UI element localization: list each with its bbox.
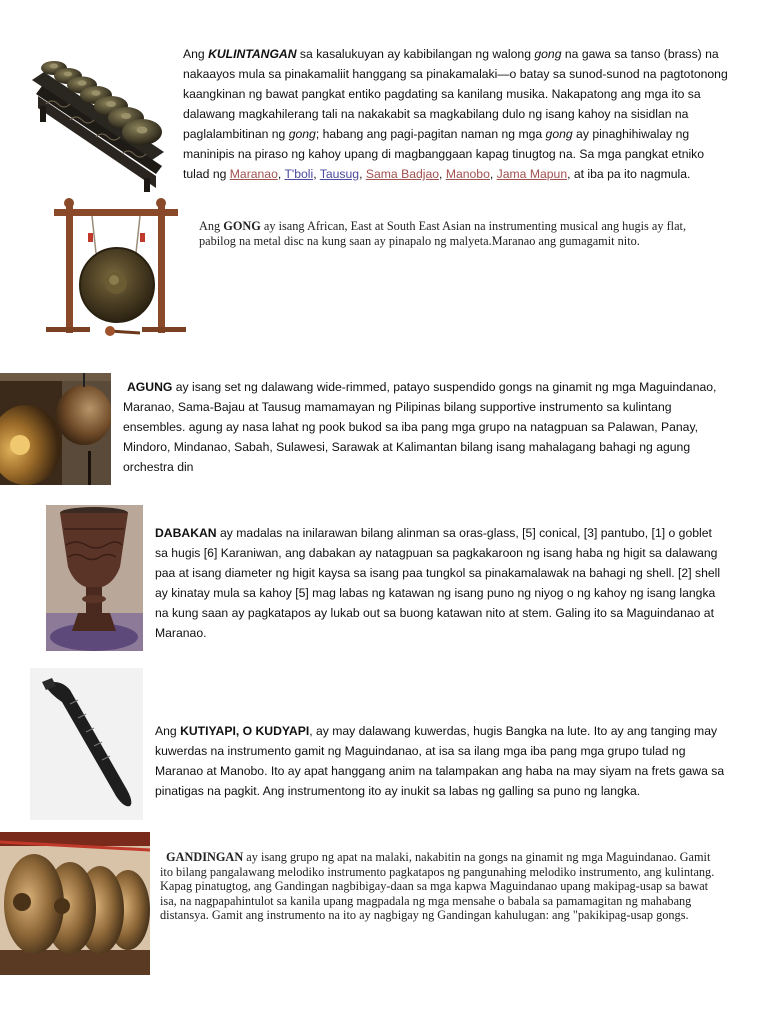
gong-term: GONG xyxy=(223,219,261,233)
link-tboli[interactable]: T'boli xyxy=(284,167,314,181)
dabakan-description: DABAKAN ay madalas na inilarawan bilang alinman sa oras-glass, [5] conical, [3] pantubo, [1] o goblet sa hugis [6] Karaniwan, ang dabakan ay natagpuan sa pagkakaroon ng isang haba ng higit sa dalawang paa at isang diameter ng higit kaysa sa isang paa tungkol sa pinakamalawak na bahagi ng shell. [2] shell ay kinatay mula sa kahoy [5] mag labas ng katawan ng isang puno ng niyog o ng kahoy ng isang langka na kung saan ay pagkatapos ay lukab out sa buong katawan nito at stem. Galing ito sa Maguindanao at Maranao. xyxy=(155,526,721,640)
dabakan-term: DABAKAN xyxy=(155,526,217,540)
kutiyapi-term: KUTIYAPI, O KUDYAPI xyxy=(180,724,310,738)
link-tausug[interactable]: Tausug xyxy=(319,167,360,181)
link-jama-mapun[interactable]: Jama Mapun xyxy=(496,167,568,181)
kutiyapi-description: Ang KUTIYAPI, O KUDYAPI, ay may dalawang kuwerdas, hugis Bangka na lute. Ito ay ang tanging may kuwerdas na instrumento gamit ng Maguindanao, at isa sa ilang mga iba pang mga grupo tulad ng Maranao at Manobo. Ito ay apat hanggang anim na talampakan ang haba na may siyam na frets gawa sa pinatigas na pagkit. Ang instrumentong ito ay inukit sa labas ng galling sa puno ng langka. xyxy=(155,724,725,798)
dabakan-image xyxy=(46,505,143,651)
agung-description: AGUNG ay isang set ng dalawang wide-rimmed, patayo suspendido gongs na ginamit ng mga Maguindanao, Maranao, Sama-Bajau at Tausug mamamayan ng Pilipinas bilang supportive instrumento sa kulintang ensembles. agung ay nasa lahat ng pook bukod sa iba pang mga grupo na natagpuan sa Palawan, Panay, Mindoro, Mindanao, Sabah, Sulawesi, Sarawak at Kalimantan bilang isang mahalagang bahagi ng agung orchestra din xyxy=(123,380,717,474)
gong-description: Ang GONG ay isang African, East at South East Asian na instrumenting musical ang hugis ay flat, pabilog na metal disc na kung saan ay pinapalo ng malyeta.Maranao ang gumagamit nito. xyxy=(199,219,687,248)
gandingan-image xyxy=(0,832,150,975)
agung-image xyxy=(0,373,111,485)
link-sama-badjao[interactable]: Sama Badjao xyxy=(365,167,440,181)
kulintang-term: KULINTANGAN xyxy=(208,47,297,61)
gandingan-term: GANDINGAN xyxy=(166,850,244,864)
kulintang-description: Ang KULINTANGAN sa kasalukuyan ay kabibilangan ng walong gong na gawa sa tanso (brass) na nakaayos mula sa pinakamaliit hanggang sa pinakamalaki—o batay sa sunod-sunod na pagtotonong kaangkinan ng bawat pangkat entiko pagdating sa kanilang musika. Nakapatong ang mga ito sa dalawang magkahilerang tali na nakakabit sa magkabilang dulo ng isang kahoy na sisidlan na paglalambitinan ng gong; habang ang pagi-pagitan naman ng mga gong ay pinaghihiwalay ng maninipis na piraso ng kahoy upang di magbanggaan kapag tinugtog na. Sa mga pangkat etniko tulad ng Maranao, T'boli, Tausug, Sama Badjao, Manobo, Jama Mapun, at iba pa ito nagmula. xyxy=(183,47,728,181)
link-maranao[interactable]: Maranao xyxy=(229,167,278,181)
gandingan-description: GANDINGAN ay isang grupo ng apat na malaki, nakabitin na gongs na ginamit ng mga Maguindanao. Gamit ito bilang pangalawang melodiko instrumento pagkatapos ng pangunahing melodiko instrumento, ang kulintang. Kapag pinatugtog, ang Gandingan nagbibigay-daan sa mga kapwa Maguindanao upang makipag-usap sa bawat isa, na nagpapahintulot sa kanila upang magpadala ng mga mensahe o babala sa pamamagitan ng mahabang distansya. Gamit ang instrumento na ito ay nagbigay ng Gandingan kahulugan: ang "pakikipag-usap gongs. xyxy=(160,850,715,922)
gong-image xyxy=(44,195,190,343)
kutiyapi-image xyxy=(30,668,143,820)
kulintang-image xyxy=(24,52,170,194)
link-manobo[interactable]: Manobo xyxy=(445,167,490,181)
agung-term: AGUNG xyxy=(127,380,173,394)
